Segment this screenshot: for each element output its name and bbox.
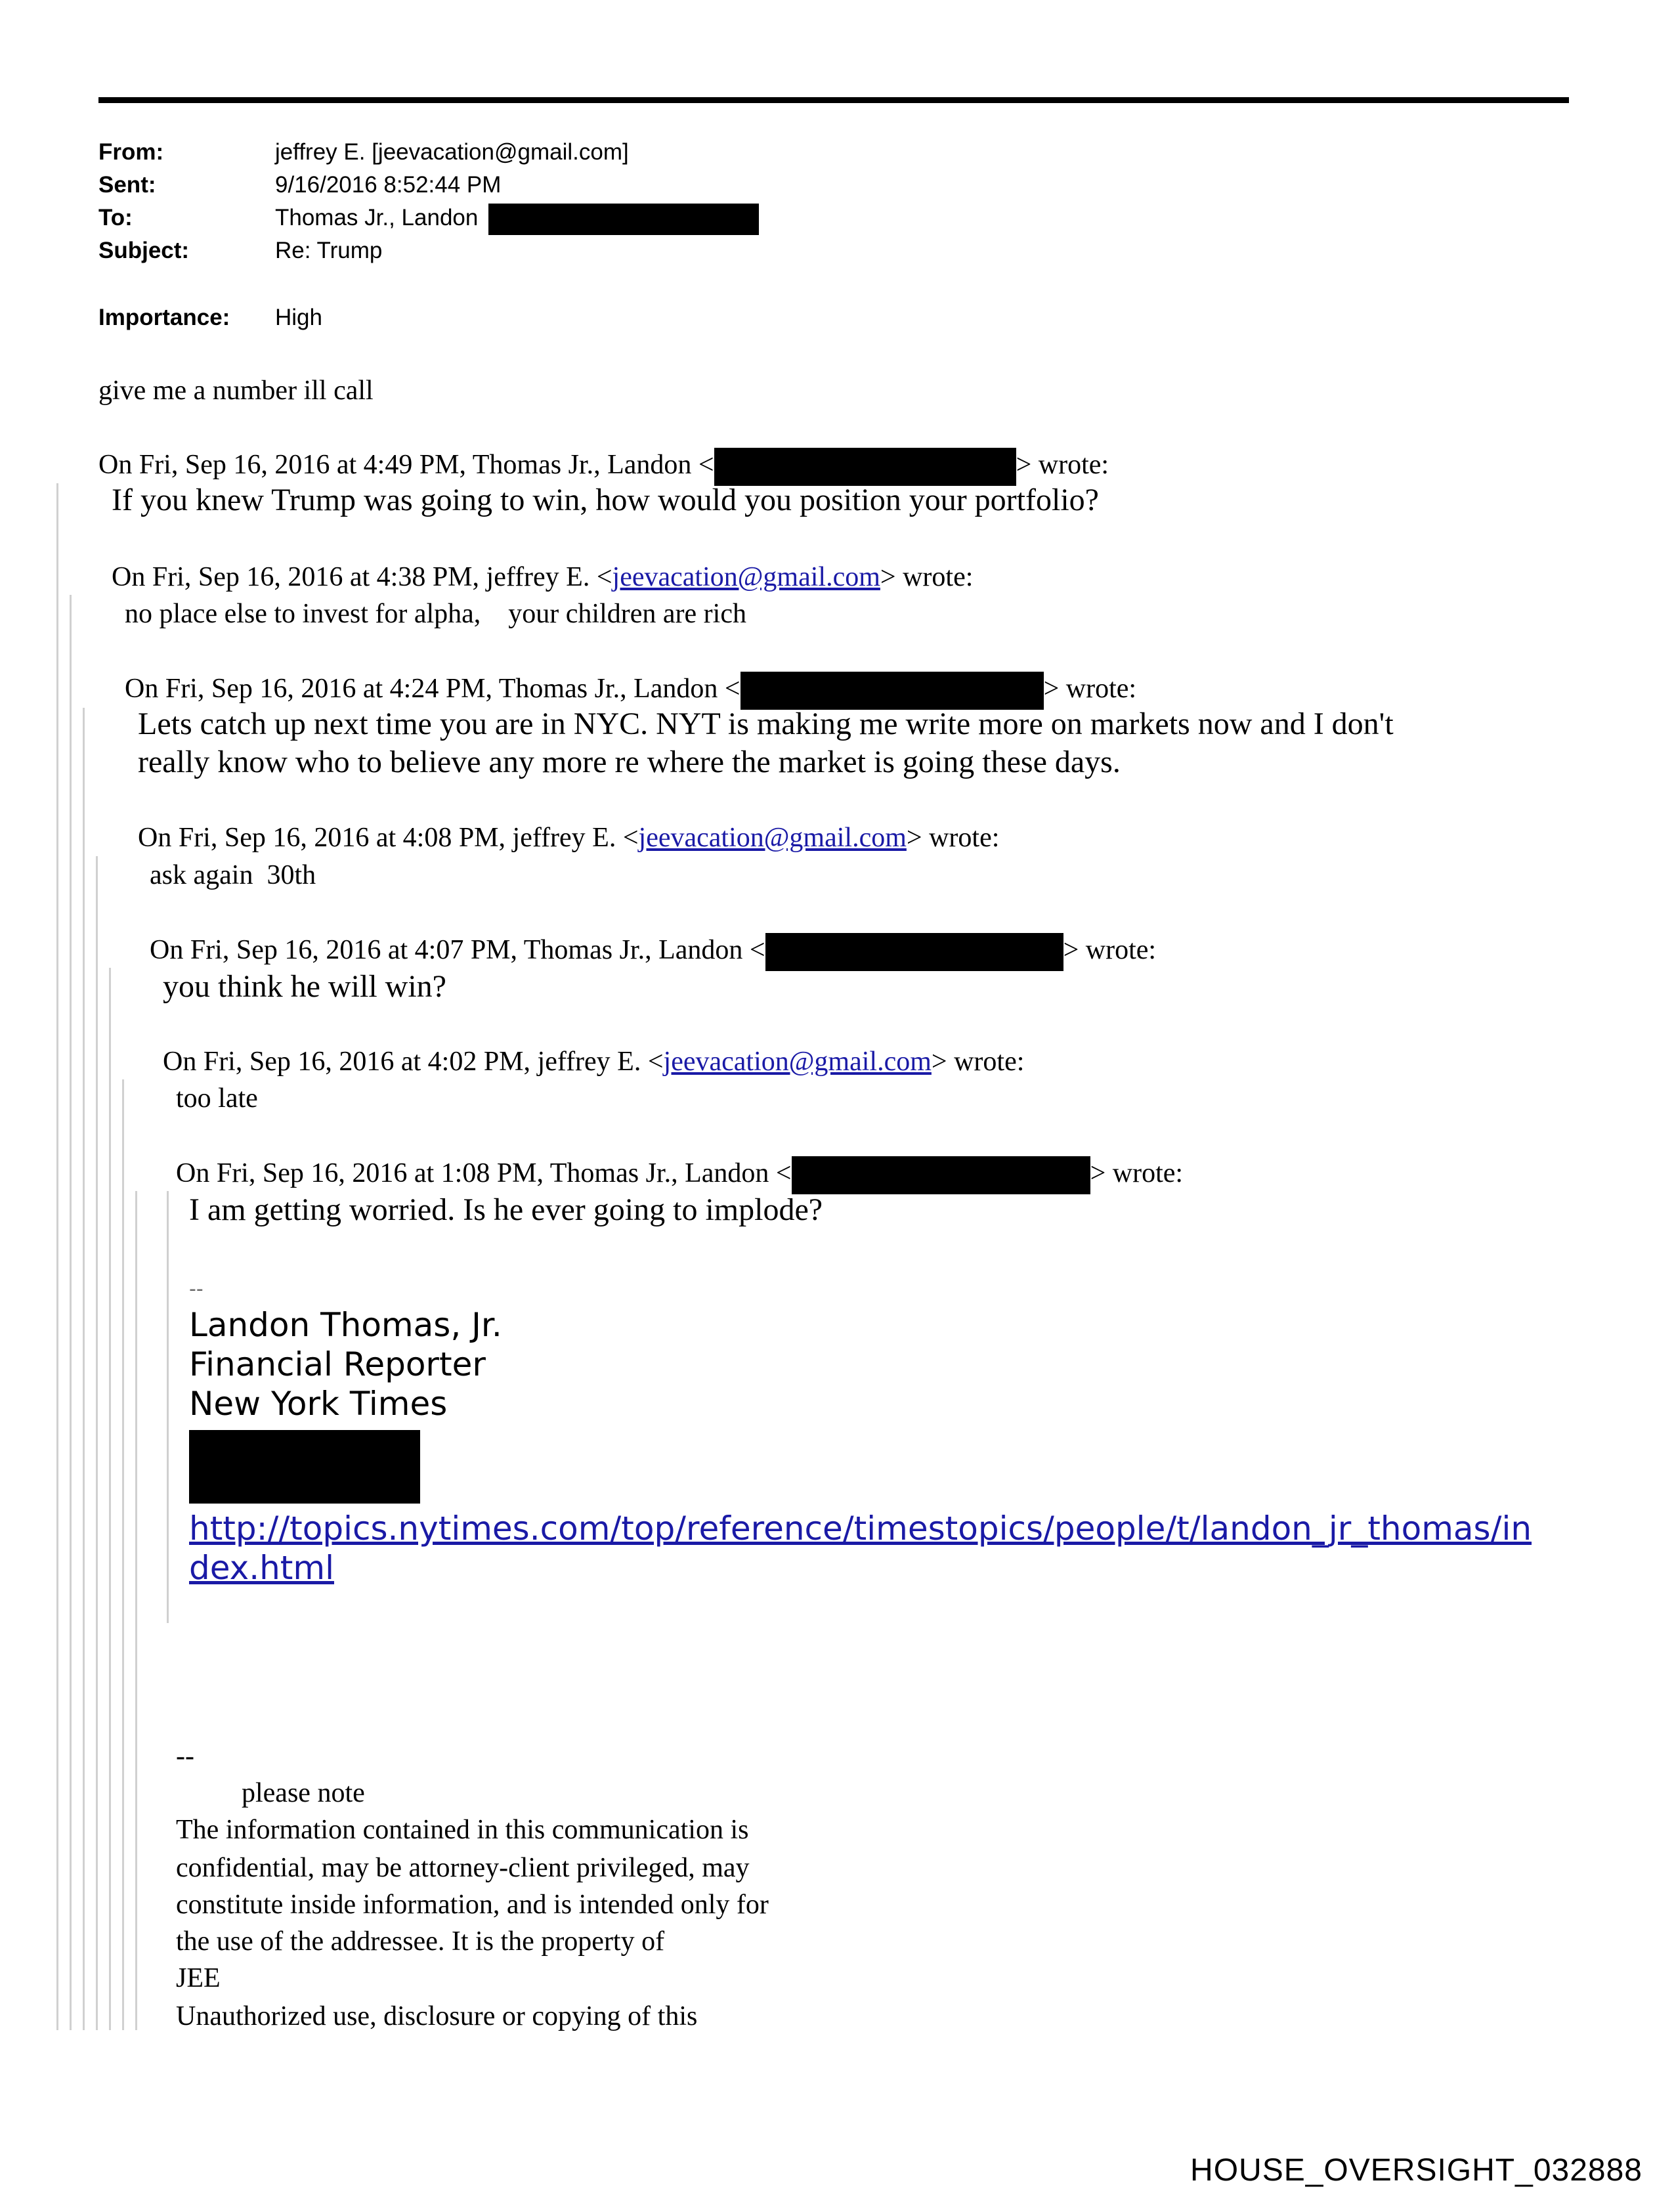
- signature-url-line2[interactable]: dex.html: [189, 1549, 334, 1587]
- disclaimer-line3: confidential, may be attorney-client privileged, may: [176, 1853, 750, 1883]
- message-1-body: If you knew Trump was going to win, how would you position your portfolio?: [112, 483, 1099, 517]
- attribution-3-suffix: > wrote:: [1043, 674, 1137, 704]
- to-value: [275, 201, 759, 235]
- quote-bar-2: [70, 595, 72, 2030]
- from-label: From:: [98, 139, 164, 165]
- subject-label: Subject:: [98, 238, 190, 263]
- message-5-body: you think he will win?: [163, 969, 446, 1004]
- disclaimer-line5: the use of the addressee. It is the property of: [176, 1926, 665, 1957]
- email-link[interactable]: jeevacation@gmail.com: [638, 823, 907, 853]
- signature-url-line1[interactable]: http://topics.nytimes.com/top/reference/timestopics/people/t/landon_jr_thomas/in: [189, 1509, 1532, 1548]
- quote-bar-8: [167, 1191, 169, 1623]
- attribution-2: [112, 558, 973, 596]
- disclaimer-line7: Unauthorized use, disclosure or copying of this: [176, 2001, 698, 2031]
- importance-label: Importance:: [98, 305, 230, 330]
- message-6-body: too late: [176, 1083, 258, 1114]
- attribution-5-suffix: > wrote:: [1063, 935, 1157, 965]
- quote-bar-1: [56, 483, 58, 2030]
- redaction-bar: [765, 933, 1063, 971]
- message-3-body-line2: really know who to believe any more re where the market is going these days.: [138, 745, 1121, 779]
- disclaimer-line6: JEE: [176, 1963, 221, 1993]
- attribution-2-text: On Fri, Sep 16, 2016 at 4:38 PM, jeffrey E. <: [112, 562, 612, 592]
- bates-number: HOUSE_OVERSIGHT_032888: [1190, 2153, 1642, 2188]
- message-7-body: I am getting worried. Is he ever going to implode?: [189, 1192, 823, 1227]
- attribution-7-text: On Fri, Sep 16, 2016 at 1:08 PM, Thomas Jr., Landon <: [176, 1158, 792, 1188]
- quote-bar-6: [122, 1079, 124, 2030]
- redaction-bar: [740, 672, 1044, 710]
- redaction-bar: [792, 1156, 1090, 1194]
- attribution-1-text: On Fri, Sep 16, 2016 at 4:49 PM, Thomas Jr., Landon <: [98, 450, 714, 480]
- attribution-6-suffix: > wrote:: [931, 1047, 1025, 1077]
- redaction-bar: [488, 204, 759, 235]
- disclaimer-line2: The information contained in this communication is: [176, 1815, 749, 1845]
- message-3-body-line1: Lets catch up next time you are in NYC. NYT is making me write more on markets now and I don't: [138, 706, 1394, 741]
- sent-label: Sent:: [98, 172, 156, 198]
- disclaimer-dashes: --: [176, 1741, 194, 1771]
- attribution-3-text: On Fri, Sep 16, 2016 at 4:24 PM, Thomas Jr., Landon <: [125, 674, 740, 704]
- attribution-5: [150, 931, 1156, 971]
- subject-value: Re: Trump: [275, 238, 383, 263]
- attribution-7: [176, 1154, 1183, 1194]
- quote-bar-3: [83, 708, 85, 2030]
- quote-bar-4: [96, 856, 98, 2030]
- redaction-bar: [189, 1430, 420, 1504]
- disclaimer-line4: constitute inside information, and is intended only for: [176, 1890, 769, 1920]
- attribution-4: [138, 819, 999, 857]
- reply-body: give me a number ill call: [98, 376, 374, 406]
- attribution-1-suffix: > wrote:: [1016, 450, 1109, 480]
- signature-dashes: --: [189, 1278, 204, 1301]
- attribution-1: [98, 446, 1109, 486]
- quote-bar-5: [109, 968, 111, 2030]
- importance-value: High: [275, 305, 322, 330]
- message-4-body: ask again 30th: [150, 860, 316, 890]
- to-name: Thomas Jr., Landon: [275, 205, 479, 230]
- attribution-7-suffix: > wrote:: [1090, 1158, 1184, 1188]
- from-value: jeffrey E. [jeevacation@gmail.com]: [275, 139, 629, 165]
- attribution-3: [125, 670, 1136, 710]
- redaction-bar: [714, 448, 1016, 486]
- signature-org: New York Times: [189, 1385, 448, 1423]
- attribution-6: [163, 1043, 1024, 1081]
- attribution-4-text: On Fri, Sep 16, 2016 at 4:08 PM, jeffrey E. <: [138, 823, 639, 853]
- attribution-6-text: On Fri, Sep 16, 2016 at 4:02 PM, jeffrey E. <: [163, 1047, 664, 1077]
- message-2-body: no place else to invest for alpha, your children are rich: [125, 599, 746, 629]
- signature-title: Financial Reporter: [189, 1345, 486, 1383]
- attribution-5-text: On Fri, Sep 16, 2016 at 4:07 PM, Thomas Jr., Landon <: [150, 935, 765, 965]
- email-link[interactable]: jeevacation@gmail.com: [612, 562, 880, 592]
- attribution-4-suffix: > wrote:: [906, 823, 1000, 853]
- top-rule: [98, 97, 1569, 103]
- disclaimer-line1: please note: [242, 1778, 365, 1808]
- sent-value: 9/16/2016 8:52:44 PM: [275, 172, 502, 198]
- quote-bar-7: [135, 1191, 137, 2030]
- to-label: To:: [98, 205, 133, 230]
- signature-name: Landon Thomas, Jr.: [189, 1306, 502, 1344]
- email-link[interactable]: jeevacation@gmail.com: [663, 1047, 932, 1077]
- attribution-2-suffix: > wrote:: [880, 562, 974, 592]
